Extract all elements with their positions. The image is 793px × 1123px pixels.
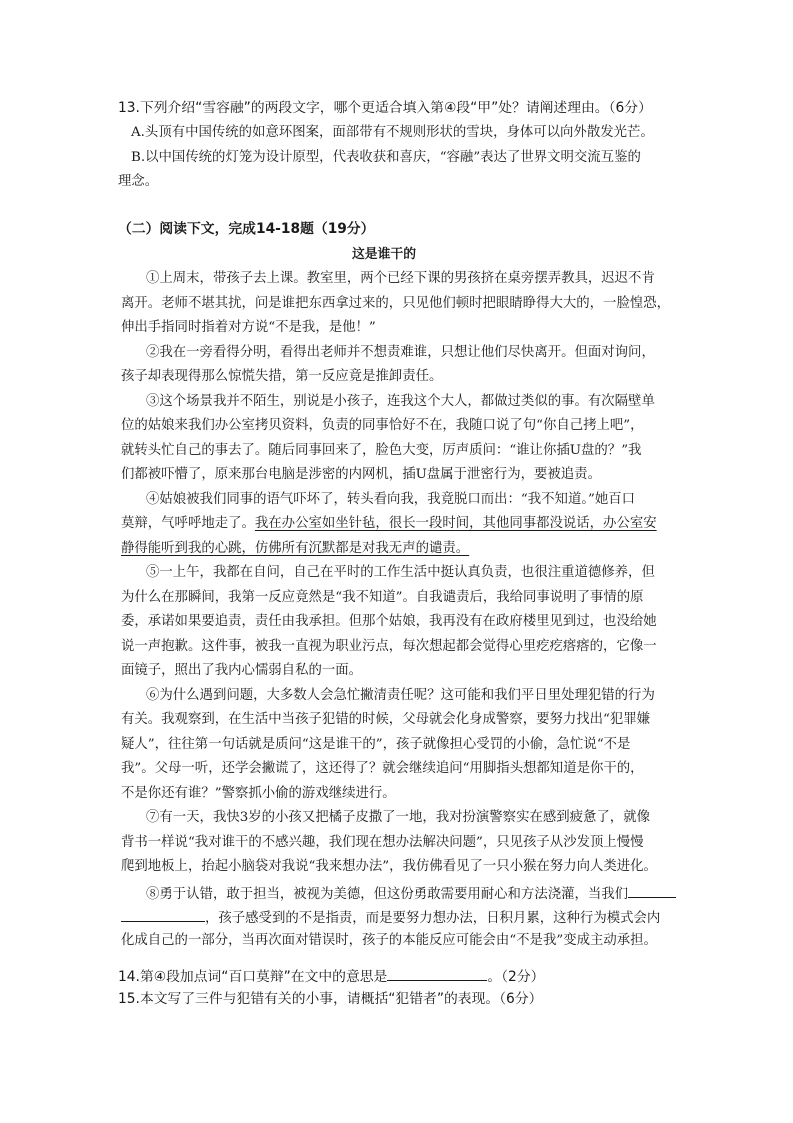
question-13: 13.下列介绍“雪容融”的两段文字，哪个更适合填入第④段“甲”处？请阐述理由。（6分）	[118, 100, 652, 116]
paragraph-1-line: ①上周末，带孩子去上课。教室里，两个已经下课的男孩挤在桌旁摆弄教具，迟迟不肯	[146, 271, 655, 286]
answer-blank[interactable]	[121, 907, 205, 922]
question-14-text: 14.第④段加点词“百口莫辩”在文中的意思是	[118, 969, 388, 985]
paragraph-4-line: ④姑娘被我们同事的语气吓坏了，转头看向我，我竟脱口而出：“我不知道。”她百口	[146, 492, 636, 507]
paragraph-3-line: ③这个场景我并不陌生，别说是小孩子，连我这个大人，都做过类似的事。有次隔壁单	[146, 394, 655, 409]
paragraph-1-line: 伸出手指同时指着对方说“不是我，是他！”	[121, 320, 376, 335]
question-14	[118, 966, 544, 986]
paragraph-3-line: 就转头忙自己的事去了。随后同事回来了，脸色大变，厉声质问：“谁让你插U盘的？”我	[121, 443, 642, 458]
paragraph-7-line: 背书一样说“我对谁干的不感兴趣，我们现在想办法解决问题”，只见孩子从沙发顶上慢慢	[121, 835, 644, 850]
option-a: A.头顶有中国传统的如意环图案，面部带有不规则形状的雪块，身体可以向外散发光芒。	[131, 125, 654, 140]
answer-blank[interactable]	[387, 966, 487, 981]
paragraph-3-line: 位的姑娘来我们办公室拷贝资料，负责的同事恰好不在，我随口说了句“你自己拷上吧”，	[121, 418, 644, 433]
paragraph-2-line: 孩子却表现得那么惊慌失措，第一反应竟是推卸责任。	[121, 369, 443, 384]
question-15: 15.本文写了三件与犯错有关的小事，请概括“犯错者”的表现。（6分）	[118, 991, 543, 1007]
paragraph-8-text: ⑧勇于认错，敢于担当，被视为美德，但这份勇敢需要用耐心和方法浇灌，当我们	[146, 887, 629, 902]
option-b-line-2: 理念。	[118, 174, 159, 189]
paragraph-3-line: 们都被吓懵了，原来那台电脑是涉密的内网机，插U盘属于泄密行为，要被追责。	[121, 467, 601, 482]
paragraph-6-line: 有关。我观察到，在生活中当孩子犯错的时候，父母就会化身成警察，要努力找出“犯罪嫌	[121, 712, 651, 727]
option-b-line-1: B.以中国传统的灯笼为设计原型，代表收获和喜庆，“容融”表达了世界文明交流互鉴的	[131, 150, 641, 165]
paragraph-1-line: 离开。老师不堪其扰，问是谁把东西拿过来的，只见他们顿时把眼睛睁得大大的，一脸惶恐，	[121, 296, 671, 311]
paragraph-7-line: 爬到地板上，抬起小脑袋对我说“我来想办法”，我仿佛看见了一只小猴在努力向人类进化。	[121, 859, 657, 874]
underlined-sentence: 我在办公室如坐针毡，很长一段时间，其他同事都没说话，办公室安	[254, 516, 657, 531]
section-heading: （二）阅读下文，完成14-18题（19分）	[118, 221, 375, 237]
paragraph-8-line: 化成自己的一部分，当再次面对错误时，孩子的本能反应可能会由“不是我”变成主动承担。	[121, 933, 657, 948]
answer-blank[interactable]	[628, 883, 676, 898]
paragraph-8-text: ，孩子感受到的不是指责，而是要努力想办法，日积月累，这种行为模式会内	[205, 911, 661, 926]
question-14-points: 。（2分）	[487, 969, 545, 985]
paragraph-8-line	[121, 907, 660, 928]
paragraph-5-line: 为什么在那瞬间，我第一反应竟然是“我不知道”。自我谴责后，我给同事说明了事情的原	[121, 590, 644, 605]
paragraph-6-line: ⑥为什么遇到问题，大多数人会急忙撇清责任呢？这可能和我们平日里处理犯错的行为	[146, 688, 655, 703]
paragraph-5-line: 面镜子，照出了我内心懦弱自私的一面。	[121, 663, 363, 678]
paragraph-8-line	[146, 883, 676, 904]
paragraph-7-line: ⑦有一天，我快3岁的小孩又把橘子皮撒了一地，我对扮演警察实在感到疲惫了，就像	[146, 810, 650, 825]
paragraph-5-line: 委，承诺如果要追责，责任由我承担。但那个姑娘，我再没有在政府楼里见到过，也没给她	[121, 614, 657, 629]
underlined-sentence: 静得能听到我的心跳，仿佛所有沉默都是对我无声的谴责。	[121, 541, 470, 556]
passage-title: 这是谁干的	[352, 247, 416, 262]
paragraph-2-line: ②我在一旁看得分明，看得出老师并不想责难谁，只想让他们尽快离开。但面对询问，	[146, 345, 655, 360]
paragraph-4-text: 莫辩，气呼呼地走了。	[121, 516, 255, 531]
paragraph-6-line: 不是你还有谁？”警察抓小偷的游戏继续进行。	[121, 786, 396, 801]
paragraph-5-line: ⑤一上午，我都在自问，自己在平时的工作生活中挺认真负责，也很注重道德修养，但	[146, 565, 655, 580]
paragraph-6-line: 疑人”，往往第一句话就是质问“这是谁干的”，孩子就像担心受罚的小偷，急忙说“不是	[121, 737, 631, 752]
paragraph-5-line: 说一声抱歉。这件事，被我一直视为职业污点，每次想起都会觉得心里疙疙瘩瘩的，它像一	[121, 639, 657, 654]
paragraph-6-line: 我”。父母一听，还学会撇谎了，这还得了？就会继续追问“用脚指头想都知道是你干的，	[121, 761, 644, 776]
paragraph-4-line	[121, 515, 657, 533]
